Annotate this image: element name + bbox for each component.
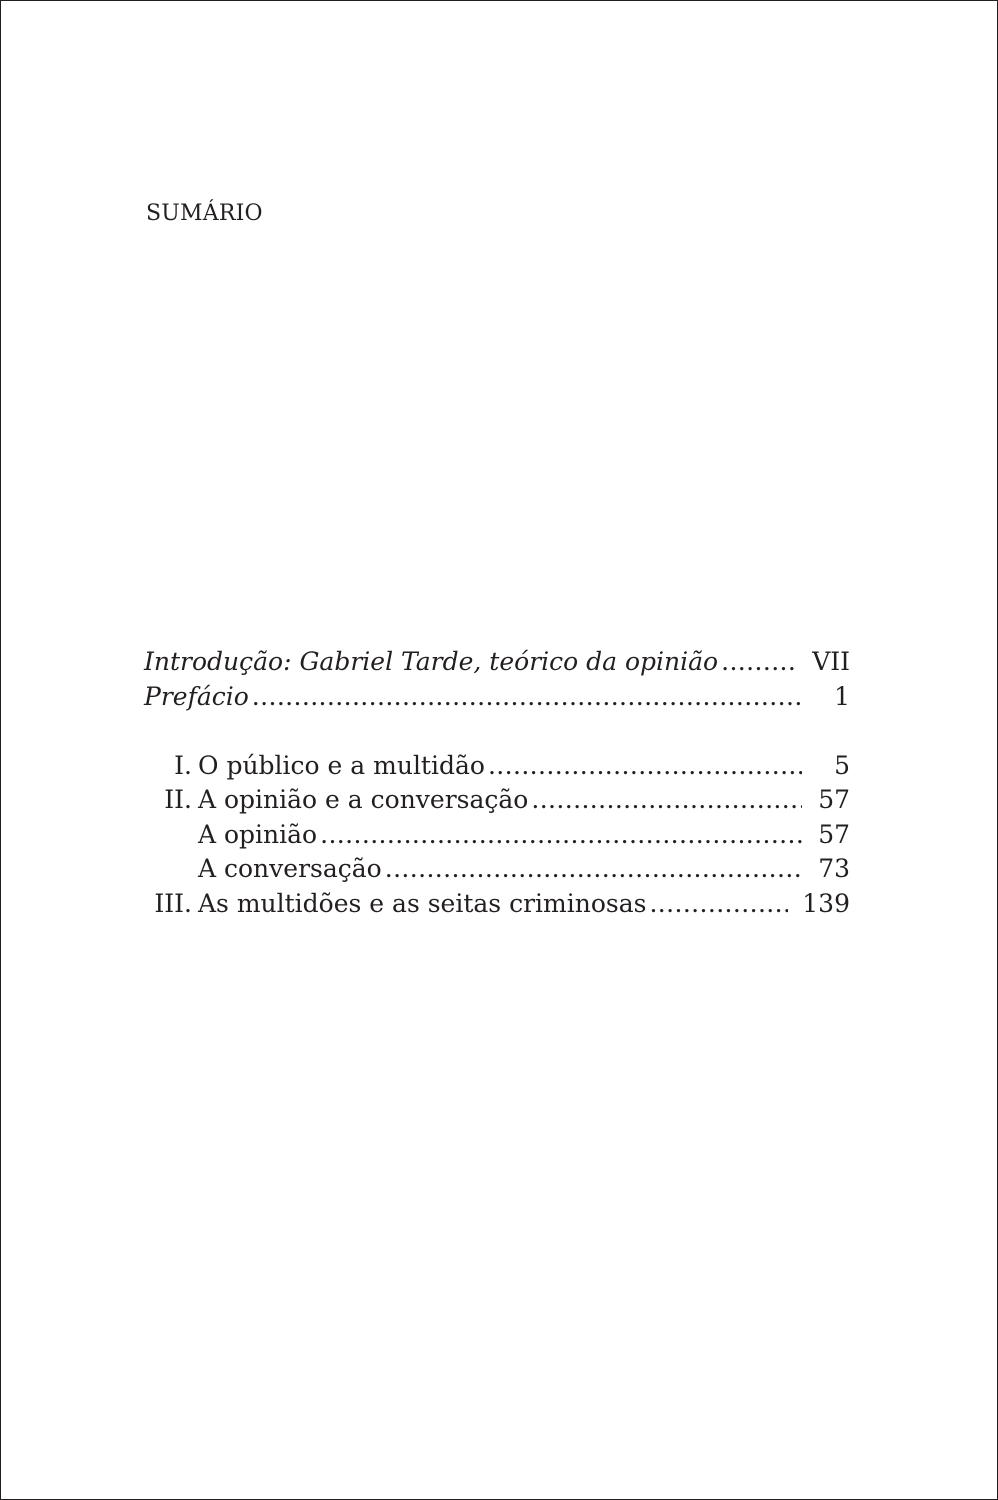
- toc-entry-chapter-3: [144, 887, 850, 922]
- toc-gap: [144, 714, 850, 749]
- toc-entry-page: 57: [818, 819, 850, 849]
- toc-entry-title: A conversação: [198, 854, 382, 883]
- dot-leader: [385, 852, 802, 887]
- toc-entry-chapter-2: [144, 783, 850, 818]
- toc-entry-preface: [144, 680, 850, 715]
- toc-entry-title: O público e a multidão: [198, 750, 485, 780]
- toc-entry-section-opiniao: [144, 818, 850, 853]
- dot-leader: [649, 887, 788, 922]
- toc-entry-introduction: [144, 645, 850, 680]
- dot-leader: [252, 680, 802, 715]
- toc-entry-title: A opinião e a conversação: [198, 785, 529, 814]
- chapter-numeral: I.: [174, 750, 192, 780]
- toc-entry-page: 139: [802, 888, 850, 918]
- dot-leader: [721, 645, 798, 680]
- toc-entry-title: Prefácio: [144, 681, 249, 711]
- toc-entry-page: 57: [818, 785, 850, 814]
- toc-entry-page: 73: [818, 854, 850, 883]
- dot-leader: [531, 783, 802, 818]
- toc-entry-title: Introdução: Gabriel Tarde, teórico da opinião: [144, 647, 719, 676]
- page-title: SUMÁRIO: [146, 201, 263, 226]
- table-of-contents: [144, 645, 850, 921]
- toc-entry-chapter-1: [144, 749, 850, 784]
- toc-entry-title: A opinião: [198, 819, 318, 849]
- toc-entry-page: VII: [812, 647, 850, 676]
- toc-entry-title: As multidões e as seitas criminosas: [198, 888, 647, 918]
- chapter-numeral: II.: [164, 785, 192, 814]
- dot-leader: [320, 818, 802, 853]
- chapter-numeral: III.: [154, 888, 192, 918]
- toc-entry-page: 5: [834, 750, 850, 780]
- dot-leader: [488, 749, 802, 784]
- toc-entry-page: 1: [834, 681, 850, 711]
- toc-entry-section-conversacao: [144, 852, 850, 887]
